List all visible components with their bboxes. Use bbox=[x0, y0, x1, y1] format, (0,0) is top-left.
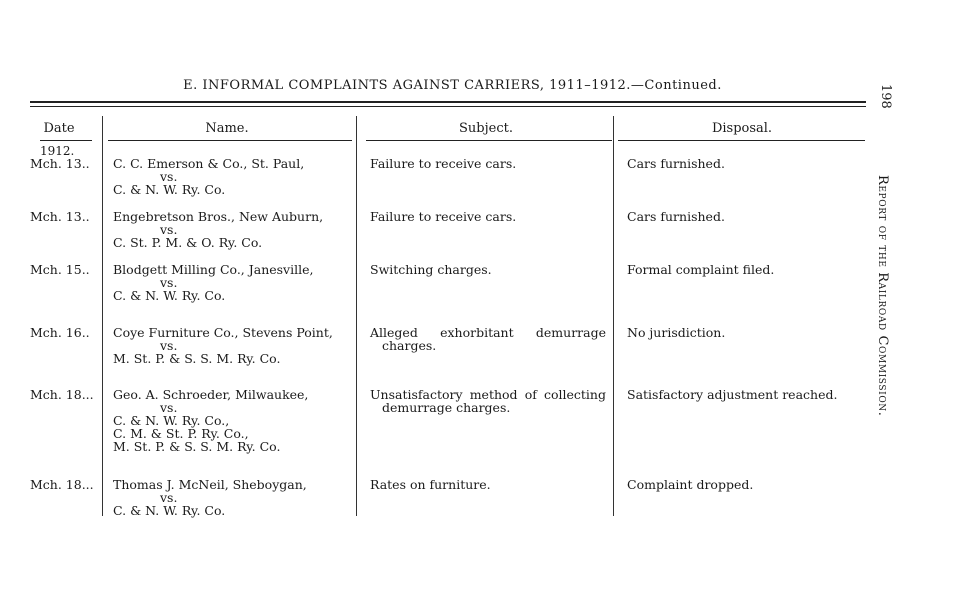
row-carrier: C. & N. W. Ry. Co. bbox=[113, 288, 226, 303]
row-subject: Failure to receive cars. bbox=[370, 209, 517, 224]
column-header-subject: Subject. bbox=[459, 121, 513, 136]
header-rule-bottom bbox=[30, 106, 866, 107]
row-disposal: Cars furnished. bbox=[627, 156, 725, 171]
row-subject: Rates on furniture. bbox=[370, 477, 491, 492]
row-carrier: M. St. P. & S. S. M. Ry. Co. bbox=[113, 439, 281, 454]
disposal-header-rule bbox=[618, 140, 865, 141]
header-rule-top bbox=[30, 101, 866, 103]
page-title: E. INFORMAL COMPLAINTS AGAINST CARRIERS, 1911–1912.—Continued. bbox=[183, 78, 722, 93]
row-date: Mch. 13.. bbox=[30, 209, 90, 224]
row-date: Mch. 13.. bbox=[30, 156, 90, 171]
page-number: 198 bbox=[878, 84, 893, 109]
row-carrier: C. & N. W. Ry. Co. bbox=[113, 503, 226, 518]
column-header-name: Name. bbox=[205, 121, 249, 136]
row-date: Mch. 15.. bbox=[30, 262, 90, 277]
row-disposal: No jurisdiction. bbox=[627, 325, 726, 340]
row-disposal: Satisfactory adjustment reached. bbox=[627, 387, 838, 402]
row-carrier: C. St. P. M. & O. Ry. Co. bbox=[113, 235, 263, 250]
row-vs: vs. bbox=[160, 169, 178, 184]
row-carrier: M. St. P. & S. S. M. Ry. Co. bbox=[113, 351, 281, 366]
row-complainant: Geo. A. Schroeder, Milwaukee, bbox=[113, 387, 309, 402]
date-header-rule bbox=[40, 140, 92, 141]
row-subject: Unsatisfactory method of collecting bbox=[370, 387, 606, 402]
row-vs: vs. bbox=[160, 338, 178, 353]
row-date: Mch. 18... bbox=[30, 477, 94, 492]
year-label: 1912. bbox=[40, 144, 75, 158]
row-complainant: Blodgett Milling Co., Janesville, bbox=[113, 262, 314, 277]
row-vs: vs. bbox=[160, 275, 178, 290]
row-complainant: Engebretson Bros., New Auburn, bbox=[113, 209, 324, 224]
row-subject: Switching charges. bbox=[370, 262, 492, 277]
column-divider bbox=[102, 116, 103, 516]
column-divider bbox=[613, 116, 614, 516]
column-header-disposal: Disposal. bbox=[711, 121, 773, 136]
name-header-rule bbox=[108, 140, 352, 141]
row-complainant: Coye Furniture Co., Stevens Point, bbox=[113, 325, 333, 340]
row-disposal: Formal complaint filed. bbox=[627, 262, 775, 277]
row-subject-continued: demurrage charges. bbox=[382, 400, 511, 415]
row-carrier: C. M. & St. P. Ry. Co., bbox=[113, 426, 249, 441]
running-side-title: Report of the Railroad Commission. bbox=[875, 175, 890, 417]
row-date: Mch. 16.. bbox=[30, 325, 90, 340]
row-date: Mch. 18... bbox=[30, 387, 94, 402]
row-carrier: C. & N. W. Ry. Co., bbox=[113, 413, 230, 428]
row-vs: vs. bbox=[160, 222, 178, 237]
subject-header-rule bbox=[366, 140, 612, 141]
row-subject: Failure to receive cars. bbox=[370, 156, 517, 171]
row-vs: vs. bbox=[160, 400, 178, 415]
row-subject: Alleged exhorbitant demurrage bbox=[370, 325, 606, 340]
row-disposal: Complaint dropped. bbox=[627, 477, 754, 492]
row-complainant: C. C. Emerson & Co., St. Paul, bbox=[113, 156, 305, 171]
row-subject-continued: charges. bbox=[382, 338, 437, 353]
row-disposal: Cars furnished. bbox=[627, 209, 725, 224]
row-carrier: C. & N. W. Ry. Co. bbox=[113, 182, 226, 197]
column-divider bbox=[356, 116, 357, 516]
row-vs: vs. bbox=[160, 490, 178, 505]
row-complainant: Thomas J. McNeil, Sheboygan, bbox=[113, 477, 307, 492]
column-header-date: Date bbox=[43, 121, 75, 136]
